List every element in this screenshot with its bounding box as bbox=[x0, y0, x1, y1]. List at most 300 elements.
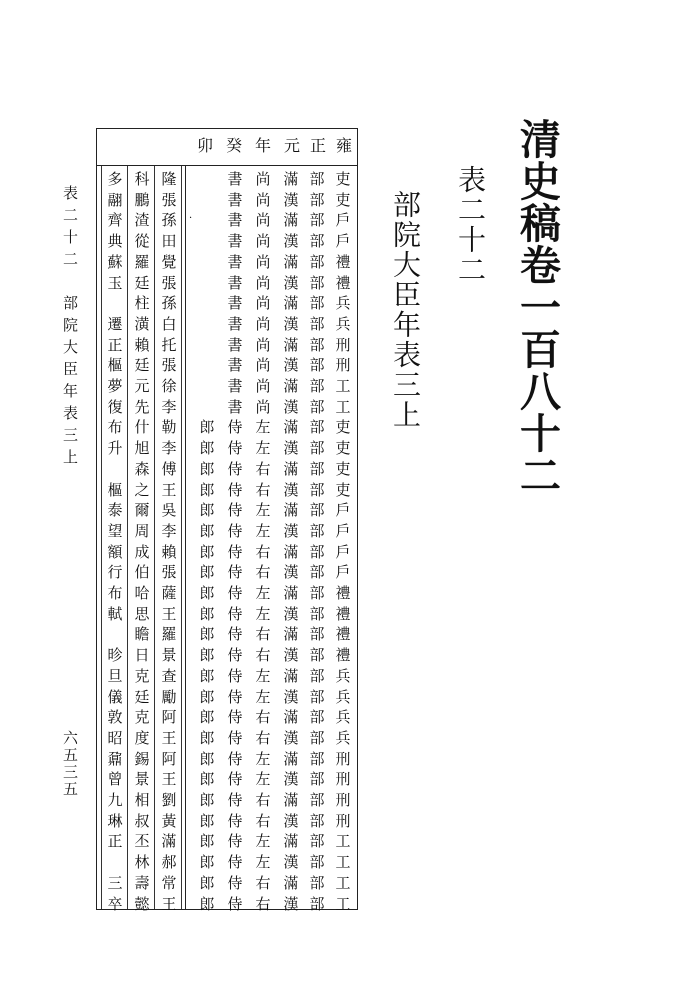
officials-table bbox=[96, 128, 358, 913]
office-char: 左 bbox=[255, 604, 271, 623]
office-char: 漢 bbox=[283, 439, 299, 458]
table-row bbox=[97, 190, 357, 211]
office-char: 郎 bbox=[199, 542, 215, 561]
office-char: 吏 bbox=[335, 170, 351, 188]
office-char: 刑 bbox=[335, 811, 351, 830]
table-row bbox=[97, 459, 357, 480]
office-char: 部 bbox=[309, 625, 325, 644]
table-row bbox=[97, 811, 357, 832]
office-char: 書 bbox=[227, 314, 243, 333]
office-char: 郎 bbox=[199, 894, 215, 913]
office-char: 右 bbox=[255, 542, 271, 561]
header-char: 元 bbox=[283, 136, 300, 155]
office-char: 部 bbox=[309, 791, 325, 809]
office-char: 左 bbox=[255, 584, 271, 602]
office-char: 書 bbox=[227, 335, 243, 354]
office-char: 部 bbox=[309, 335, 325, 354]
name-char: 升 bbox=[107, 439, 123, 458]
name-char: 齊 bbox=[107, 211, 123, 230]
office-char: 漢 bbox=[283, 646, 299, 665]
office-char: 部 bbox=[309, 811, 325, 830]
office-char: 刑 bbox=[335, 791, 351, 809]
name-char: 琳 bbox=[107, 811, 123, 830]
table-row bbox=[97, 831, 357, 852]
name-char: 隆 bbox=[161, 170, 177, 188]
office-char: 郎 bbox=[199, 708, 215, 727]
office-char: 部 bbox=[309, 749, 325, 768]
name-char: 叔 bbox=[134, 811, 150, 830]
office-char: 禮 bbox=[335, 252, 351, 271]
office-char: 工 bbox=[335, 397, 351, 416]
office-char: 郎 bbox=[199, 459, 215, 478]
office-char: 滿 bbox=[283, 873, 299, 892]
name-char: 徐 bbox=[161, 377, 177, 395]
header-char: 正 bbox=[309, 136, 326, 155]
name-char: 張 bbox=[161, 190, 177, 209]
name-char: 潢 bbox=[134, 314, 150, 333]
header-char: 癸 bbox=[225, 136, 242, 155]
name-char: 伯 bbox=[134, 563, 150, 582]
office-char: 部 bbox=[309, 604, 325, 623]
header-divider bbox=[97, 165, 357, 166]
name-char: 景 bbox=[161, 646, 177, 665]
office-char: 戶 bbox=[335, 501, 351, 520]
name-char: 滿 bbox=[161, 832, 177, 851]
table-row bbox=[97, 707, 357, 728]
table-row bbox=[97, 852, 357, 873]
office-char: 漢 bbox=[283, 728, 299, 747]
table-row bbox=[97, 687, 357, 708]
office-char: 漢 bbox=[283, 521, 299, 540]
office-char: 漢 bbox=[283, 480, 299, 499]
name-char: 王 bbox=[161, 894, 177, 913]
name-char: 傅 bbox=[161, 459, 177, 478]
office-char: 郎 bbox=[199, 687, 215, 706]
office-char: 漢 bbox=[283, 356, 299, 375]
office-char: 郎 bbox=[199, 749, 215, 768]
volume-title: 清史稿卷一百八十二 bbox=[513, 118, 561, 496]
name-char: 哈 bbox=[134, 584, 150, 602]
name-char: 托 bbox=[161, 335, 177, 354]
name-char: 賴 bbox=[161, 542, 177, 561]
name-char: 景 bbox=[134, 770, 150, 789]
office-char: 刑 bbox=[335, 749, 351, 768]
office-char: 漢 bbox=[283, 273, 299, 292]
office-char: 郎 bbox=[199, 832, 215, 851]
name-char: 覺 bbox=[161, 252, 177, 271]
name-char: 成 bbox=[134, 542, 150, 561]
office-char: 部 bbox=[309, 459, 325, 478]
office-char: 郎 bbox=[199, 418, 215, 437]
name-char: 柱 bbox=[134, 294, 150, 313]
name-char: 瞻 bbox=[134, 625, 150, 644]
office-char: 侍 bbox=[227, 687, 243, 706]
office-char: 滿 bbox=[283, 418, 299, 437]
office-char: 漢 bbox=[283, 190, 299, 209]
name-char: 李 bbox=[161, 397, 177, 416]
name-char: 阿 bbox=[161, 749, 177, 768]
header-char: 年 bbox=[254, 136, 271, 155]
office-char: 禮 bbox=[335, 625, 351, 644]
name-char: 儀 bbox=[107, 687, 123, 706]
office-char: 部 bbox=[309, 853, 325, 872]
office-char: 滿 bbox=[283, 294, 299, 313]
office-char: 滿 bbox=[283, 749, 299, 768]
office-char: 漢 bbox=[283, 563, 299, 582]
name-char: 遷 bbox=[107, 314, 123, 333]
office-char: 右 bbox=[255, 791, 271, 809]
name-char: 先 bbox=[134, 397, 150, 416]
office-char: 工 bbox=[335, 853, 351, 872]
office-char: 侍 bbox=[227, 894, 243, 913]
office-char: 侍 bbox=[227, 770, 243, 789]
name-char: 鵬 bbox=[134, 190, 150, 209]
office-char: 侍 bbox=[227, 749, 243, 768]
office-char: 滿 bbox=[283, 501, 299, 520]
name-char: 蘇 bbox=[107, 252, 123, 271]
office-char: 侍 bbox=[227, 604, 243, 623]
office-char: 左 bbox=[255, 521, 271, 540]
office-char: 漢 bbox=[283, 853, 299, 872]
table-row bbox=[97, 480, 357, 501]
office-char: 尚 bbox=[255, 232, 271, 251]
name-char: 旦 bbox=[107, 666, 123, 685]
header-char: 卯 bbox=[196, 136, 213, 155]
name-char: 正 bbox=[107, 832, 123, 851]
name-char: 壽 bbox=[134, 873, 150, 892]
table-row bbox=[97, 210, 357, 231]
name-char: 昭 bbox=[107, 728, 123, 747]
office-char: 滿 bbox=[283, 542, 299, 561]
office-char: 右 bbox=[255, 708, 271, 727]
name-char: 薩 bbox=[161, 584, 177, 602]
office-char: 侍 bbox=[227, 666, 243, 685]
office-char: 尚 bbox=[255, 377, 271, 395]
table-row bbox=[97, 769, 357, 790]
office-char: 部 bbox=[309, 646, 325, 665]
table-header bbox=[97, 129, 357, 165]
name-char: 渣 bbox=[134, 211, 150, 230]
office-char: 部 bbox=[309, 666, 325, 685]
table-row bbox=[97, 500, 357, 521]
name-char: 白 bbox=[161, 314, 177, 333]
office-char: 侍 bbox=[227, 563, 243, 582]
office-char: 尚 bbox=[255, 190, 271, 209]
office-char: 郎 bbox=[199, 521, 215, 540]
office-char: 部 bbox=[309, 273, 325, 292]
office-char: 戶 bbox=[335, 563, 351, 582]
office-char: 侍 bbox=[227, 728, 243, 747]
office-char: 滿 bbox=[283, 832, 299, 851]
office-char: 侍 bbox=[227, 811, 243, 830]
name-char: 吳 bbox=[161, 501, 177, 520]
office-char: 漢 bbox=[283, 687, 299, 706]
office-char: 侍 bbox=[227, 542, 243, 561]
name-char bbox=[105, 852, 125, 873]
office-char: 侍 bbox=[227, 832, 243, 851]
office-char: 左 bbox=[255, 749, 271, 768]
name-char: 李 bbox=[161, 439, 177, 458]
name-char: 賴 bbox=[134, 335, 150, 354]
office-char: 工 bbox=[335, 873, 351, 892]
table-row bbox=[97, 376, 357, 397]
table-row bbox=[97, 335, 357, 356]
office-char: 侍 bbox=[227, 501, 243, 520]
name-char: 樞 bbox=[107, 356, 123, 375]
name-char: 相 bbox=[134, 791, 150, 809]
office-char: 書 bbox=[227, 273, 243, 292]
office-char: 郎 bbox=[199, 480, 215, 499]
office-char: 部 bbox=[309, 728, 325, 747]
header-char: 雍 bbox=[335, 136, 352, 155]
office-char: 滿 bbox=[283, 708, 299, 727]
office-char: 部 bbox=[309, 418, 325, 437]
office-char: 書 bbox=[227, 294, 243, 313]
office-char: 刑 bbox=[335, 770, 351, 789]
table-row bbox=[97, 624, 357, 645]
office-char: 部 bbox=[309, 770, 325, 789]
office-char: 漢 bbox=[283, 397, 299, 416]
name-char: 廷 bbox=[134, 356, 150, 375]
table-title: 部院大臣年表三上 bbox=[389, 190, 422, 430]
office-char: 禮 bbox=[335, 646, 351, 665]
name-char: 鼐 bbox=[107, 749, 123, 768]
office-char: 滿 bbox=[283, 211, 299, 230]
office-char: 侍 bbox=[227, 791, 243, 809]
name-char: 日 bbox=[134, 646, 150, 665]
office-char: 刑 bbox=[335, 356, 351, 375]
name-char: 黃 bbox=[161, 811, 177, 830]
office-char: 漢 bbox=[283, 894, 299, 913]
table-row bbox=[97, 293, 357, 314]
office-char: 書 bbox=[227, 252, 243, 271]
name-char: 夢 bbox=[107, 377, 123, 395]
table-row bbox=[97, 894, 357, 915]
table-number: 表二十二 bbox=[454, 165, 487, 285]
office-char: 侍 bbox=[227, 584, 243, 602]
name-char: 行 bbox=[107, 563, 123, 582]
name-char: 孫 bbox=[161, 294, 177, 313]
name-char: 克 bbox=[134, 666, 150, 685]
office-char: 右 bbox=[255, 873, 271, 892]
name-char: 從 bbox=[134, 232, 150, 251]
table-row bbox=[97, 645, 357, 666]
office-char: 書 bbox=[227, 211, 243, 230]
office-char: 尚 bbox=[255, 335, 271, 354]
office-char: 部 bbox=[309, 232, 325, 251]
name-char: 樞 bbox=[107, 480, 123, 499]
office-char: 滿 bbox=[283, 377, 299, 395]
office-char: 郎 bbox=[199, 853, 215, 872]
table-row bbox=[97, 728, 357, 749]
name-char: 王 bbox=[161, 604, 177, 623]
office-char: 右 bbox=[255, 480, 271, 499]
name-char: 度 bbox=[134, 728, 150, 747]
office-char: 部 bbox=[309, 584, 325, 602]
table-row bbox=[97, 749, 357, 770]
office-char: 右 bbox=[255, 563, 271, 582]
name-char: 廷 bbox=[134, 687, 150, 706]
office-char: 右 bbox=[255, 625, 271, 644]
office-char: 兵 bbox=[335, 687, 351, 706]
office-char: 部 bbox=[309, 190, 325, 209]
office-char: 郎 bbox=[199, 646, 215, 665]
dot-mark: · bbox=[189, 213, 193, 224]
table-row bbox=[97, 169, 357, 190]
table-row bbox=[97, 397, 357, 418]
office-char: 郎 bbox=[199, 439, 215, 458]
office-char: 侍 bbox=[227, 418, 243, 437]
table-row bbox=[97, 521, 357, 542]
office-char: 部 bbox=[309, 542, 325, 561]
office-char: 兵 bbox=[335, 666, 351, 685]
name-char: 王 bbox=[161, 728, 177, 747]
name-char: 昣 bbox=[107, 646, 123, 665]
office-char: 郎 bbox=[199, 811, 215, 830]
office-char: 書 bbox=[227, 190, 243, 209]
office-char: 尚 bbox=[255, 397, 271, 416]
office-char: 禮 bbox=[335, 273, 351, 292]
office-char: 吏 bbox=[335, 190, 351, 209]
name-char: 羅 bbox=[134, 252, 150, 271]
office-char: 左 bbox=[255, 501, 271, 520]
name-char: 劉 bbox=[161, 791, 177, 809]
office-char: 兵 bbox=[335, 314, 351, 333]
office-char: 部 bbox=[309, 480, 325, 499]
office-char: 部 bbox=[309, 687, 325, 706]
office-char: 侍 bbox=[227, 459, 243, 478]
name-char: 錫 bbox=[134, 749, 150, 768]
office-char: 尚 bbox=[255, 273, 271, 292]
name-char: 勵 bbox=[161, 687, 177, 706]
name-char: 多 bbox=[107, 170, 123, 188]
office-char: 右 bbox=[255, 646, 271, 665]
office-char: 郎 bbox=[199, 728, 215, 747]
name-char: 九 bbox=[107, 791, 123, 809]
name-char: 玉 bbox=[107, 273, 123, 292]
office-char: 吏 bbox=[335, 439, 351, 458]
office-char: 吏 bbox=[335, 418, 351, 437]
office-char: 工 bbox=[335, 894, 351, 913]
office-char: 郎 bbox=[199, 770, 215, 789]
office-char: 侍 bbox=[227, 646, 243, 665]
office-char: 吏 bbox=[335, 459, 351, 478]
name-char: 王 bbox=[161, 770, 177, 789]
office-char: 郎 bbox=[199, 625, 215, 644]
table-row bbox=[97, 438, 357, 459]
office-char: 滿 bbox=[283, 584, 299, 602]
office-char: 右 bbox=[255, 459, 271, 478]
office-char: 侍 bbox=[227, 853, 243, 872]
name-char: 三 bbox=[107, 873, 123, 892]
office-char: 尚 bbox=[255, 170, 271, 188]
office-char: 侍 bbox=[227, 625, 243, 644]
office-char: 尚 bbox=[255, 211, 271, 230]
name-char: 克 bbox=[134, 708, 150, 727]
name-char: 望 bbox=[107, 521, 123, 540]
office-char: 禮 bbox=[335, 604, 351, 623]
office-char: 侍 bbox=[227, 480, 243, 499]
office-char: 戶 bbox=[335, 521, 351, 540]
office-char: 漢 bbox=[283, 232, 299, 251]
name-char: 布 bbox=[107, 418, 123, 437]
office-char: 郎 bbox=[199, 666, 215, 685]
name-char: 丕 bbox=[134, 832, 150, 851]
name-char: 周 bbox=[134, 521, 150, 540]
name-char: 孫 bbox=[161, 211, 177, 230]
page-number: 六五三五 bbox=[61, 730, 79, 798]
table-row bbox=[97, 542, 357, 563]
name-char: 卒 bbox=[107, 894, 123, 913]
name-char: 之 bbox=[134, 480, 150, 499]
table-row bbox=[97, 314, 357, 335]
office-char: 部 bbox=[309, 439, 325, 458]
office-char: 部 bbox=[309, 563, 325, 582]
name-char bbox=[105, 459, 125, 480]
name-char: 正 bbox=[107, 335, 123, 354]
office-char: 漢 bbox=[283, 770, 299, 789]
office-char: 滿 bbox=[283, 252, 299, 271]
name-char: 敦 bbox=[107, 708, 123, 727]
office-char: 部 bbox=[309, 356, 325, 375]
office-char: 左 bbox=[255, 853, 271, 872]
office-char: 侍 bbox=[227, 439, 243, 458]
office-char: 郎 bbox=[199, 791, 215, 809]
office-char: 部 bbox=[309, 873, 325, 892]
name-char: 元 bbox=[134, 377, 150, 395]
office-char: 滿 bbox=[283, 791, 299, 809]
name-char: 森 bbox=[134, 459, 150, 478]
name-char: 翮 bbox=[107, 190, 123, 209]
name-char: 郝 bbox=[161, 853, 177, 872]
office-char: 郎 bbox=[199, 501, 215, 520]
office-char: 書 bbox=[227, 377, 243, 395]
office-char: 書 bbox=[227, 356, 243, 375]
office-char: 右 bbox=[255, 894, 271, 913]
name-char: 廷 bbox=[134, 273, 150, 292]
name-char: 田 bbox=[161, 232, 177, 251]
name-char: 什 bbox=[134, 418, 150, 437]
name-char: 復 bbox=[107, 397, 123, 416]
office-char: 滿 bbox=[283, 625, 299, 644]
office-char: 部 bbox=[309, 294, 325, 313]
name-char: 爾 bbox=[134, 501, 150, 520]
name-char: 羅 bbox=[161, 625, 177, 644]
name-char: 張 bbox=[161, 273, 177, 292]
name-char: 查 bbox=[161, 666, 177, 685]
office-char: 兵 bbox=[335, 728, 351, 747]
office-char: 左 bbox=[255, 770, 271, 789]
office-char: 部 bbox=[309, 832, 325, 851]
office-char: 郎 bbox=[199, 604, 215, 623]
name-char: 科 bbox=[134, 170, 150, 188]
table-row bbox=[97, 873, 357, 894]
office-char: 刑 bbox=[335, 335, 351, 354]
office-char: 部 bbox=[309, 894, 325, 913]
office-char: 尚 bbox=[255, 252, 271, 271]
table-row bbox=[97, 273, 357, 294]
office-char: 尚 bbox=[255, 356, 271, 375]
office-char: 戶 bbox=[335, 542, 351, 561]
office-char: 侍 bbox=[227, 873, 243, 892]
office-char: 禮 bbox=[335, 584, 351, 602]
name-char: 曾 bbox=[107, 770, 123, 789]
table-row bbox=[97, 666, 357, 687]
office-char: 部 bbox=[309, 314, 325, 333]
office-char: 尚 bbox=[255, 314, 271, 333]
office-char: 兵 bbox=[335, 708, 351, 727]
office-char: 工 bbox=[335, 832, 351, 851]
